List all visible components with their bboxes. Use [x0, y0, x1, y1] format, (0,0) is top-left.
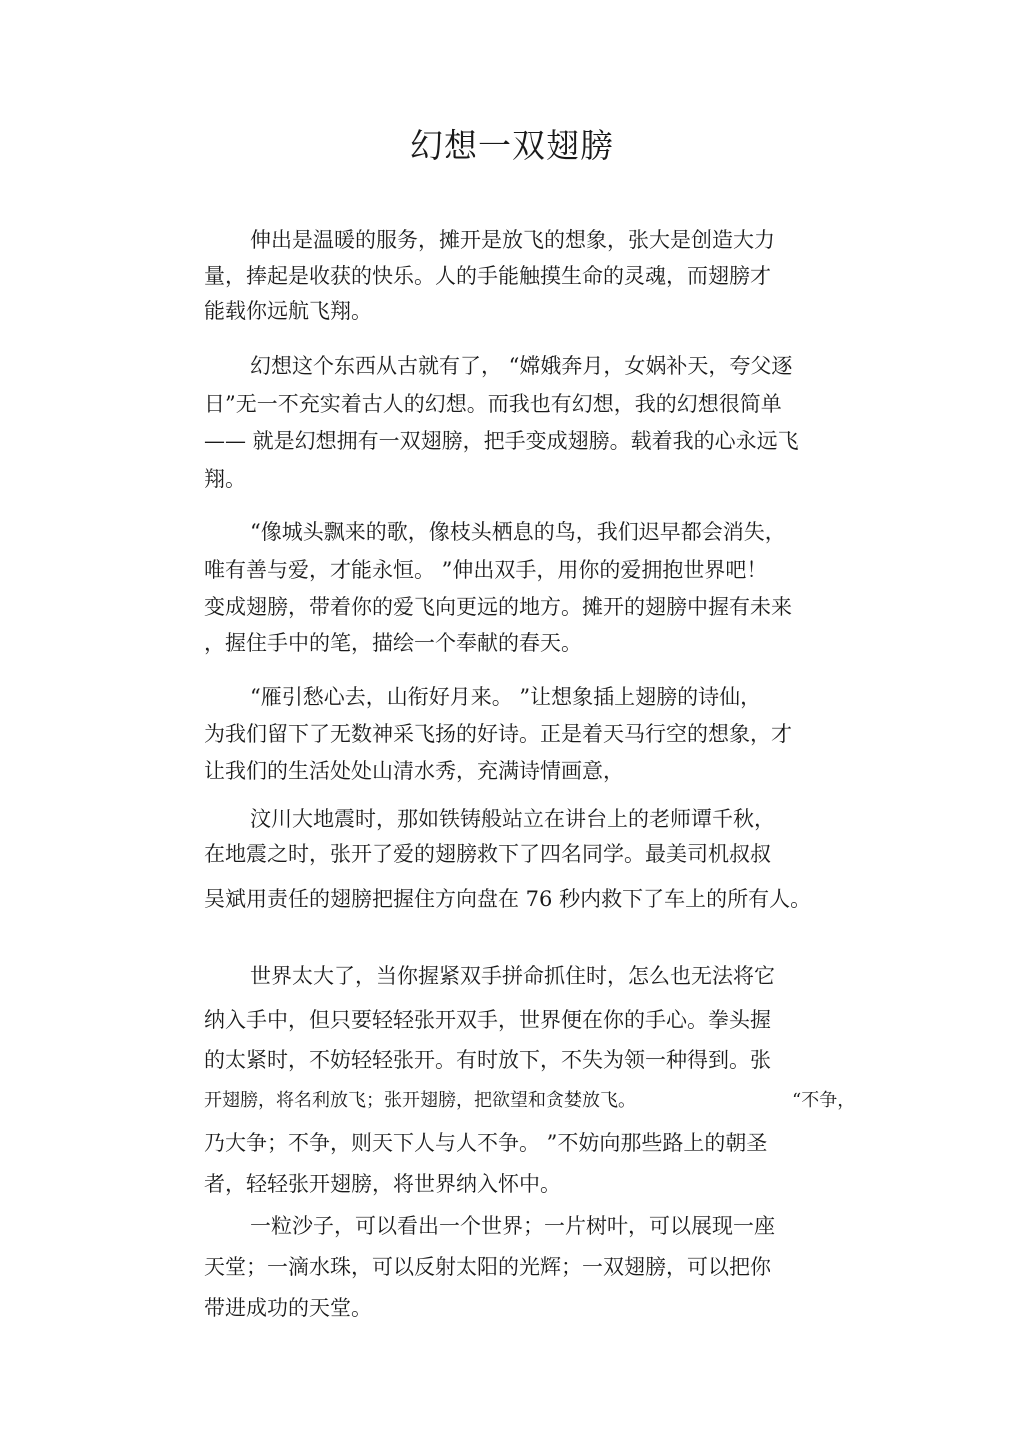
- text-line: 乃大争；不争，则天下人与人不争。 ”不妨向那些路上的朝圣: [204, 1131, 768, 1155]
- text-line: 世界太大了，当你握紧双手拼命抓住时，怎么也无法将它: [250, 964, 775, 988]
- text-line: 纳入手中，但只要轻轻张开双手，世界便在你的手心。拳头握: [204, 1008, 771, 1032]
- text-line: ，握住手中的笔，描绘一个奉献的春天。: [204, 631, 582, 655]
- text-line: 开翅膀，将名利放飞；张开翅膀，把欲望和贪婪放飞。: [204, 1090, 636, 1111]
- document-title: 幻想一双翅膀: [410, 126, 614, 165]
- text-line: 汶川大地震时，那如铁铸般站立在讲台上的老师谭千秋，: [250, 807, 775, 831]
- text-line: —— 就是幻想拥有一双翅膀，把手变成翅膀。载着我的心永远飞: [204, 429, 799, 453]
- text-line: 一粒沙子，可以看出一个世界；一片树叶，可以展现一座: [250, 1214, 775, 1238]
- text-line: “像城头飘来的歌，像枝头栖息的鸟，我们迟早都会消失，: [250, 520, 786, 544]
- text-line: 唯有善与爱，才能永恒。 ”伸出双手，用你的爱拥抱世界吧！: [204, 558, 768, 582]
- text-line: 翔。: [204, 467, 246, 491]
- text-line: 日”无一不充实着古人的幻想。而我也有幻想，我的幻想很简单: [204, 392, 782, 416]
- text-line: 吴斌用责任的翅膀把握住方向盘在 76 秒内救下了车上的所有人。: [204, 887, 812, 911]
- text-line: 天堂；一滴水珠，可以反射太阳的光辉；一双翅膀，可以把你: [204, 1255, 771, 1279]
- text-line: “不争，: [792, 1090, 856, 1111]
- text-line: 量，捧起是收获的快乐。人的手能触摸生命的灵魂，而翅膀才: [204, 264, 771, 288]
- text-line: 让我们的生活处处山清水秀，充满诗情画意，: [204, 759, 624, 783]
- text-line: 幻想这个东西从古就有了， “嫦娥奔月，女娲补天，夸父逐: [250, 354, 793, 378]
- text-line: 者，轻轻张开翅膀，将世界纳入怀中。: [204, 1172, 561, 1196]
- text-line: 为我们留下了无数神采飞扬的好诗。正是着天马行空的想象，才: [204, 722, 792, 746]
- text-line: 能载你远航飞翔。: [204, 299, 372, 323]
- text-line: 的太紧时，不妨轻轻张开。有时放下，不失为领一种得到。张: [204, 1048, 771, 1072]
- text-line: 变成翅膀，带着你的爱飞向更远的地方。摊开的翅膀中握有未来: [204, 595, 792, 619]
- text-line: 带进成功的天堂。: [204, 1296, 372, 1320]
- text-line: 伸出是温暖的服务，摊开是放飞的想象，张大是创造大力: [250, 228, 775, 252]
- text-line: “雁引愁心去，山衔好月来。 ”让想象插上翅膀的诗仙，: [250, 685, 762, 709]
- text-line: 在地震之时，张开了爱的翅膀救下了四名同学。最美司机叔叔: [204, 842, 771, 866]
